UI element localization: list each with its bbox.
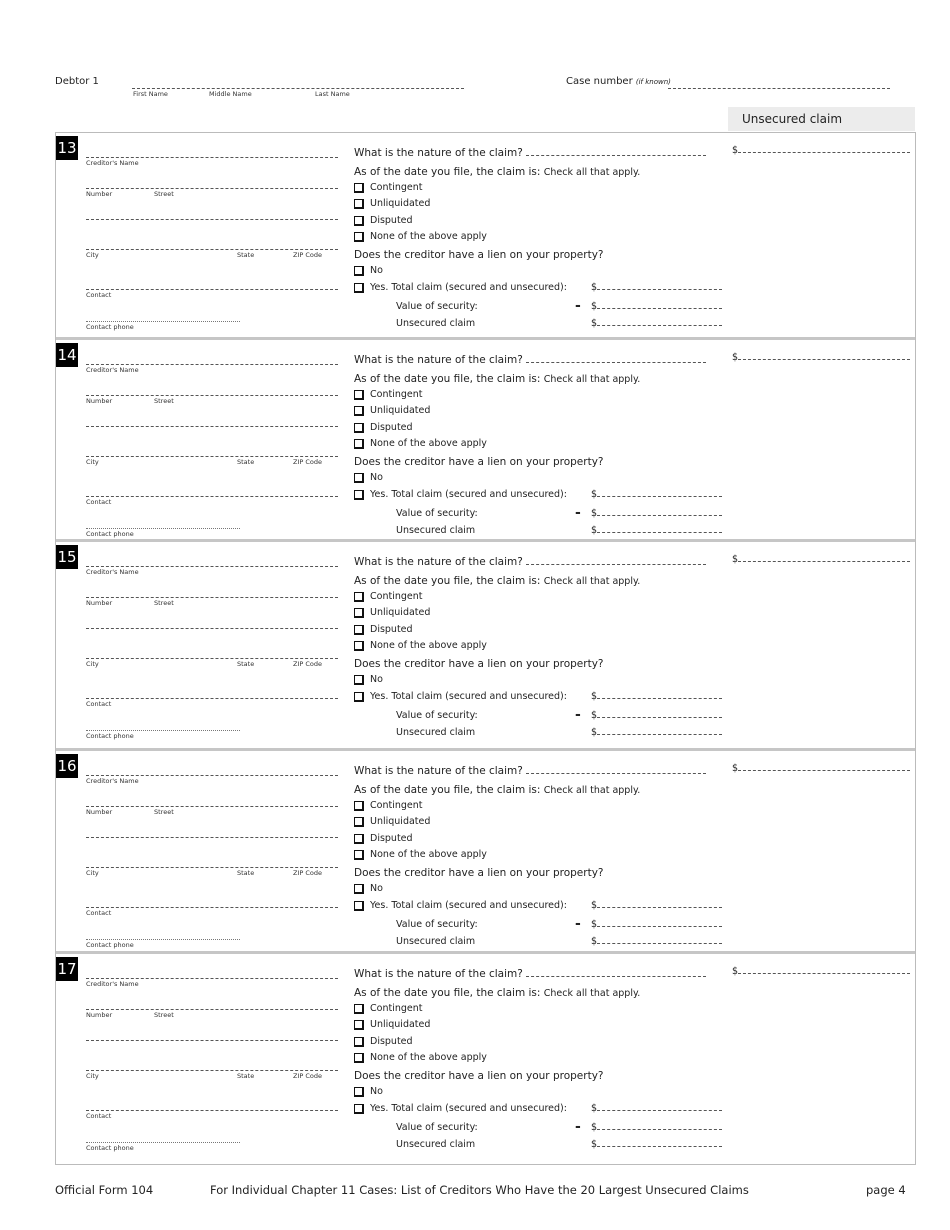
unsecured-claim-column-heading: Unsecured claim: [728, 107, 915, 131]
record-separator: [56, 951, 915, 954]
contact-phone-caption: Contact phone: [86, 1144, 134, 1152]
contact-caption: Contact: [86, 700, 112, 708]
none-above-checkbox[interactable]: [354, 439, 364, 449]
option-contingent[interactable]: [354, 591, 422, 602]
option-contingent[interactable]: [354, 800, 422, 811]
unsecured-claim-amount-field[interactable]: [597, 1146, 722, 1147]
unliquidated-label: Unliquidated: [370, 816, 431, 827]
minus-sign: -: [575, 707, 581, 723]
case-number-label: [566, 76, 671, 87]
as-of-date-statement: [354, 987, 640, 999]
street-caption: Street: [154, 190, 174, 198]
lien-yes-label: Yes. Total claim (secured and unsecured):: [370, 282, 567, 293]
option-unliquidated[interactable]: [354, 607, 430, 618]
nature-answer-field[interactable]: [526, 155, 706, 156]
street-line-2-field[interactable]: [86, 837, 338, 838]
case-number-field[interactable]: [668, 88, 890, 89]
contact-phone-field[interactable]: [86, 730, 240, 731]
option-lien-no[interactable]: [354, 265, 383, 276]
column-dollar-sign: $: [732, 763, 739, 774]
value-security-amount-field[interactable]: [597, 717, 722, 718]
value-security-label: Value of security:: [396, 508, 478, 519]
option-disputed[interactable]: [354, 833, 413, 844]
nature-question: [354, 556, 706, 568]
value-security-amount: [591, 710, 722, 721]
disputed-checkbox[interactable]: [354, 216, 364, 226]
unliquidated-checkbox[interactable]: [354, 406, 364, 416]
nature-question: [354, 968, 706, 980]
none-above-label: None of the above apply: [370, 849, 487, 860]
option-none-above[interactable]: [354, 1052, 487, 1063]
option-disputed[interactable]: [354, 1036, 413, 1047]
contact-phone-field[interactable]: [86, 321, 240, 322]
creditor-record: [56, 542, 915, 748]
city-caption: City: [86, 660, 99, 668]
street-field[interactable]: [86, 395, 338, 396]
as-of-date-text: As of the date you file, the claim is:: [354, 166, 541, 178]
option-none-above[interactable]: [354, 438, 487, 449]
nature-question-text: What is the nature of the claim?: [354, 765, 523, 777]
creditor-name-caption: Creditor's Name: [86, 980, 139, 988]
creditor-name-caption: Creditor's Name: [86, 777, 139, 785]
value-security-amount: [591, 508, 722, 519]
street-caption: Street: [154, 599, 174, 607]
lien-yes-label: Yes. Total claim (secured and unsecured):: [370, 691, 567, 702]
unsecured-claim-label: Unsecured claim: [396, 936, 476, 947]
creditor-number-badge: 17: [56, 957, 78, 981]
value-security-amount: [591, 919, 722, 930]
creditor-number-badge: 13: [56, 136, 78, 160]
option-lien-yes[interactable]: [354, 282, 567, 293]
contact-phone-field[interactable]: [86, 1142, 240, 1143]
middle-name-caption: Middle Name: [209, 90, 252, 98]
minus-sign: -: [575, 1119, 581, 1135]
unsecured-claim-column-amount: [732, 352, 910, 363]
option-lien-yes[interactable]: [354, 489, 567, 500]
lien-no-label: No: [370, 1086, 383, 1097]
unsecured-claim-dollar-sign: $: [591, 1139, 598, 1150]
value-security-label: Value of security:: [396, 1122, 478, 1133]
option-lien-no[interactable]: [354, 1086, 383, 1097]
lien-yes-checkbox[interactable]: [354, 901, 364, 911]
value-security-label: Value of security:: [396, 710, 478, 721]
option-disputed[interactable]: [354, 215, 413, 226]
nature-question: [354, 765, 706, 777]
nature-question: [354, 354, 706, 366]
option-lien-yes[interactable]: [354, 1103, 567, 1114]
number-caption: Number: [86, 808, 113, 816]
unsecured-claim-label: Unsecured claim: [396, 525, 476, 536]
value-security-dollar-sign: $: [591, 1122, 598, 1133]
number-caption: Number: [86, 599, 113, 607]
street-caption: Street: [154, 1011, 174, 1019]
unsecured-claim-amount: [591, 936, 722, 947]
lien-yes-label: Yes. Total claim (secured and unsecured):: [370, 900, 567, 911]
column-dollar-sign: $: [732, 554, 739, 565]
lien-no-checkbox[interactable]: [354, 1087, 364, 1097]
unsecured-claim-column-amount: [732, 554, 910, 565]
contact-phone-caption: Contact phone: [86, 941, 134, 949]
last-name-caption: Last Name: [315, 90, 350, 98]
none-above-label: None of the above apply: [370, 1052, 487, 1063]
none-above-checkbox[interactable]: [354, 850, 364, 860]
contact-field[interactable]: [86, 289, 338, 290]
street-caption: Street: [154, 397, 174, 405]
number-caption: Number: [86, 1011, 113, 1019]
creditor-name-caption: Creditor's Name: [86, 366, 139, 374]
unliquidated-checkbox[interactable]: [354, 199, 364, 209]
as-of-date-text: As of the date you file, the claim is:: [354, 987, 541, 999]
creditor-record: [56, 954, 915, 1164]
column-amount-field[interactable]: [738, 359, 910, 360]
nature-answer-field[interactable]: [526, 976, 706, 977]
city-caption: City: [86, 869, 99, 877]
disputed-checkbox[interactable]: [354, 1037, 364, 1047]
column-amount-field[interactable]: [738, 152, 910, 153]
value-security-label: Value of security:: [396, 919, 478, 930]
lien-no-label: No: [370, 883, 383, 894]
lien-no-label: No: [370, 674, 383, 685]
option-contingent[interactable]: [354, 1003, 422, 1014]
contingent-label: Contingent: [370, 182, 423, 193]
lien-no-checkbox[interactable]: [354, 266, 364, 276]
value-security-dollar-sign: $: [591, 710, 598, 721]
zip-caption: ZIP Code: [293, 869, 322, 877]
contact-field[interactable]: [86, 698, 338, 699]
case-number-qualifier: (if known): [635, 78, 671, 86]
unliquidated-label: Unliquidated: [370, 1019, 431, 1030]
contact-caption: Contact: [86, 1112, 112, 1120]
first-name-caption: First Name: [133, 90, 168, 98]
column-amount-field[interactable]: [738, 770, 910, 771]
street-field[interactable]: [86, 188, 338, 189]
value-security-dollar-sign: $: [591, 508, 598, 519]
none-above-checkbox[interactable]: [354, 232, 364, 242]
state-caption: State: [237, 251, 255, 259]
as-of-date-statement: [354, 784, 640, 796]
check-all-text: Check all that apply.: [543, 374, 641, 385]
creditor-record: [56, 133, 915, 334]
contact-phone-field[interactable]: [86, 939, 240, 940]
street-caption: Street: [154, 808, 174, 816]
none-above-label: None of the above apply: [370, 231, 487, 242]
street-field[interactable]: [86, 806, 338, 807]
unsecured-claim-label: Unsecured claim: [396, 318, 476, 329]
total-claim-dollar-sign: $: [591, 1103, 598, 1114]
city-caption: City: [86, 251, 99, 259]
state-caption: State: [237, 660, 255, 668]
option-lien-no[interactable]: [354, 472, 383, 483]
unsecured-claim-amount: [591, 318, 722, 329]
total-claim-dollar-sign: $: [591, 900, 598, 911]
city-state-zip-field[interactable]: [86, 456, 338, 457]
debtor-name-field[interactable]: [132, 88, 464, 89]
check-all-text: Check all that apply.: [543, 167, 641, 178]
option-lien-yes[interactable]: [354, 900, 567, 911]
option-unliquidated[interactable]: [354, 1019, 430, 1030]
creditor-number-badge: 15: [56, 545, 78, 569]
disputed-label: Disputed: [370, 215, 413, 226]
column-dollar-sign: $: [732, 145, 739, 156]
unsecured-claim-amount: [591, 525, 722, 536]
check-all-text: Check all that apply.: [543, 576, 641, 587]
unsecured-claim-dollar-sign: $: [591, 936, 598, 947]
nature-question-text: What is the nature of the claim?: [354, 354, 523, 366]
option-contingent[interactable]: [354, 389, 422, 400]
as-of-date-statement: [354, 575, 640, 587]
record-separator: [56, 748, 915, 751]
disputed-label: Disputed: [370, 624, 413, 635]
lien-yes-checkbox[interactable]: [354, 283, 364, 293]
street-line-2-field[interactable]: [86, 426, 338, 427]
lien-no-label: No: [370, 472, 383, 483]
option-disputed[interactable]: [354, 422, 413, 433]
contact-caption: Contact: [86, 291, 112, 299]
city-state-zip-field[interactable]: [86, 249, 338, 250]
unsecured-claim-column-amount: [732, 145, 910, 156]
page-number: page 4: [866, 1183, 906, 1197]
total-claim-dollar-sign: $: [591, 691, 598, 702]
total-claim-amount: [591, 489, 722, 500]
lien-no-checkbox[interactable]: [354, 884, 364, 894]
contingent-label: Contingent: [370, 800, 423, 811]
lien-no-label: No: [370, 265, 383, 276]
number-caption: Number: [86, 190, 113, 198]
total-claim-amount-field[interactable]: [597, 496, 722, 497]
creditor-number-badge: 14: [56, 343, 78, 367]
minus-sign: -: [575, 505, 581, 521]
contingent-label: Contingent: [370, 1003, 423, 1014]
lien-question: Does the creditor have a lien on your property?: [354, 658, 604, 670]
disputed-checkbox[interactable]: [354, 834, 364, 844]
unsecured-claim-dollar-sign: $: [591, 727, 598, 738]
unliquidated-checkbox[interactable]: [354, 608, 364, 618]
case-number-text: Case number: [566, 76, 633, 87]
option-none-above[interactable]: [354, 849, 487, 860]
record-separator: [56, 539, 915, 542]
total-claim-amount: [591, 691, 722, 702]
zip-caption: ZIP Code: [293, 1072, 322, 1080]
lien-no-checkbox[interactable]: [354, 675, 364, 685]
minus-sign: -: [575, 298, 581, 314]
disputed-label: Disputed: [370, 833, 413, 844]
value-security-amount: [591, 301, 722, 312]
as-of-date-text: As of the date you file, the claim is:: [354, 575, 541, 587]
unsecured-claim-label: Unsecured claim: [396, 1139, 476, 1150]
unsecured-claim-amount-field[interactable]: [597, 734, 722, 735]
creditor-name-caption: Creditor's Name: [86, 159, 139, 167]
city-state-zip-field[interactable]: [86, 1070, 338, 1071]
contact-field[interactable]: [86, 496, 338, 497]
column-dollar-sign: $: [732, 352, 739, 363]
record-separator: [56, 337, 915, 340]
lien-question: Does the creditor have a lien on your property?: [354, 456, 604, 468]
nature-answer-field[interactable]: [526, 773, 706, 774]
column-amount-field[interactable]: [738, 561, 910, 562]
nature-question-text: What is the nature of the claim?: [354, 556, 523, 568]
total-claim-amount-field[interactable]: [597, 1110, 722, 1111]
creditor-name-field[interactable]: [86, 157, 338, 158]
unliquidated-checkbox[interactable]: [354, 817, 364, 827]
creditor-name-field[interactable]: [86, 775, 338, 776]
lien-yes-label: Yes. Total claim (secured and unsecured):: [370, 489, 567, 500]
option-unliquidated[interactable]: [354, 198, 430, 209]
contingent-checkbox[interactable]: [354, 183, 364, 193]
nature-answer-field[interactable]: [526, 564, 706, 565]
as-of-date-text: As of the date you file, the claim is:: [354, 373, 541, 385]
contingent-checkbox[interactable]: [354, 390, 364, 400]
form-title: For Individual Chapter 11 Cases: List of Creditors Who Have the 20 Largest Unsecured Claims: [210, 1183, 749, 1197]
total-claim-dollar-sign: $: [591, 282, 598, 293]
contingent-checkbox[interactable]: [354, 801, 364, 811]
unsecured-claim-label: Unsecured claim: [396, 727, 476, 738]
unliquidated-label: Unliquidated: [370, 405, 431, 416]
option-contingent[interactable]: [354, 182, 422, 193]
lien-no-checkbox[interactable]: [354, 473, 364, 483]
contact-phone-caption: Contact phone: [86, 323, 134, 331]
creditor-name-field[interactable]: [86, 566, 338, 567]
unsecured-claim-amount: [591, 727, 722, 738]
number-caption: Number: [86, 397, 113, 405]
total-claim-amount: [591, 1103, 722, 1114]
option-unliquidated[interactable]: [354, 405, 430, 416]
lien-question: Does the creditor have a lien on your property?: [354, 249, 604, 261]
option-lien-no[interactable]: [354, 674, 383, 685]
value-security-amount-field[interactable]: [597, 515, 722, 516]
contingent-checkbox[interactable]: [354, 1004, 364, 1014]
contact-caption: Contact: [86, 909, 112, 917]
disputed-checkbox[interactable]: [354, 625, 364, 635]
as-of-date-statement: [354, 166, 640, 178]
as-of-date-text: As of the date you file, the claim is:: [354, 784, 541, 796]
lien-question: Does the creditor have a lien on your property?: [354, 867, 604, 879]
disputed-checkbox[interactable]: [354, 423, 364, 433]
state-caption: State: [237, 869, 255, 877]
lien-yes-checkbox[interactable]: [354, 692, 364, 702]
city-caption: City: [86, 458, 99, 466]
street-line-2-field[interactable]: [86, 628, 338, 629]
street-line-2-field[interactable]: [86, 1040, 338, 1041]
creditor-record: [56, 340, 915, 541]
unsecured-claim-column-amount: [732, 966, 910, 977]
option-lien-no[interactable]: [354, 883, 383, 894]
contact-field[interactable]: [86, 1110, 338, 1111]
lien-yes-checkbox[interactable]: [354, 1104, 364, 1114]
total-claim-amount: [591, 282, 722, 293]
disputed-label: Disputed: [370, 422, 413, 433]
total-claim-amount-field[interactable]: [597, 289, 722, 290]
unsecured-claim-dollar-sign: $: [591, 318, 598, 329]
total-claim-amount-field[interactable]: [597, 698, 722, 699]
disputed-label: Disputed: [370, 1036, 413, 1047]
zip-caption: ZIP Code: [293, 660, 322, 668]
none-above-label: None of the above apply: [370, 640, 487, 651]
lien-question: Does the creditor have a lien on your property?: [354, 1070, 604, 1082]
street-field[interactable]: [86, 1009, 338, 1010]
lien-yes-checkbox[interactable]: [354, 490, 364, 500]
street-field[interactable]: [86, 597, 338, 598]
contact-caption: Contact: [86, 498, 112, 506]
minus-sign: -: [575, 916, 581, 932]
option-lien-yes[interactable]: [354, 691, 567, 702]
none-above-checkbox[interactable]: [354, 1053, 364, 1063]
zip-caption: ZIP Code: [293, 458, 322, 466]
contingent-label: Contingent: [370, 591, 423, 602]
contact-phone-field[interactable]: [86, 528, 240, 529]
street-line-2-field[interactable]: [86, 219, 338, 220]
unsecured-claim-amount: [591, 1139, 722, 1150]
nature-question-text: What is the nature of the claim?: [354, 968, 523, 980]
state-caption: State: [237, 458, 255, 466]
check-all-text: Check all that apply.: [543, 988, 641, 999]
column-amount-field[interactable]: [738, 973, 910, 974]
unliquidated-checkbox[interactable]: [354, 1020, 364, 1030]
option-none-above[interactable]: [354, 640, 487, 651]
value-security-dollar-sign: $: [591, 301, 598, 312]
value-security-amount-field[interactable]: [597, 1129, 722, 1130]
city-state-zip-field[interactable]: [86, 658, 338, 659]
unliquidated-label: Unliquidated: [370, 607, 431, 618]
contingent-checkbox[interactable]: [354, 592, 364, 602]
none-above-label: None of the above apply: [370, 438, 487, 449]
nature-question: [354, 147, 706, 159]
option-none-above[interactable]: [354, 231, 487, 242]
creditor-name-caption: Creditor's Name: [86, 568, 139, 576]
option-disputed[interactable]: [354, 624, 413, 635]
contact-field[interactable]: [86, 907, 338, 908]
zip-caption: ZIP Code: [293, 251, 322, 259]
state-caption: State: [237, 1072, 255, 1080]
value-security-amount-field[interactable]: [597, 926, 722, 927]
debtor-label: Debtor 1: [55, 76, 99, 87]
nature-answer-field[interactable]: [526, 362, 706, 363]
check-all-text: Check all that apply.: [543, 785, 641, 796]
city-state-zip-field[interactable]: [86, 867, 338, 868]
none-above-checkbox[interactable]: [354, 641, 364, 651]
value-security-amount-field[interactable]: [597, 308, 722, 309]
total-claim-amount-field[interactable]: [597, 907, 722, 908]
lien-yes-label: Yes. Total claim (secured and unsecured):: [370, 1103, 567, 1114]
unsecured-claim-amount-field[interactable]: [597, 532, 722, 533]
unliquidated-label: Unliquidated: [370, 198, 431, 209]
value-security-amount: [591, 1122, 722, 1133]
form-id: Official Form 104: [55, 1183, 154, 1197]
creditor-name-field[interactable]: [86, 364, 338, 365]
total-claim-amount: [591, 900, 722, 911]
city-caption: City: [86, 1072, 99, 1080]
unsecured-claim-column-amount: [732, 763, 910, 774]
option-unliquidated[interactable]: [354, 816, 430, 827]
creditor-name-field[interactable]: [86, 978, 338, 979]
unsecured-claim-amount-field[interactable]: [597, 325, 722, 326]
unsecured-claim-dollar-sign: $: [591, 525, 598, 536]
creditor-number-badge: 16: [56, 754, 78, 778]
contact-phone-caption: Contact phone: [86, 530, 134, 538]
creditor-record: [56, 751, 915, 951]
nature-question-text: What is the nature of the claim?: [354, 147, 523, 159]
as-of-date-statement: [354, 373, 640, 385]
contact-phone-caption: Contact phone: [86, 732, 134, 740]
column-dollar-sign: $: [732, 966, 739, 977]
unsecured-claim-amount-field[interactable]: [597, 943, 722, 944]
total-claim-dollar-sign: $: [591, 489, 598, 500]
value-security-label: Value of security:: [396, 301, 478, 312]
contingent-label: Contingent: [370, 389, 423, 400]
value-security-dollar-sign: $: [591, 919, 598, 930]
